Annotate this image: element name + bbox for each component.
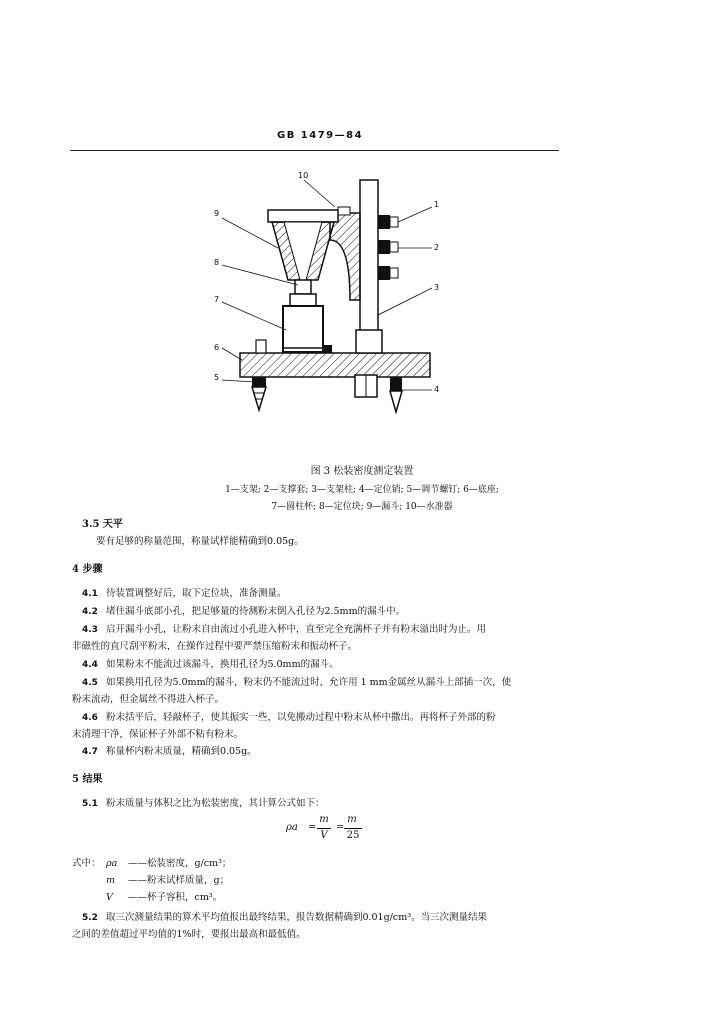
figure-legend-line1: 1—支架; 2—支撑套; 3—支架柱; 4—定位销; 5—调节螺钉; 6—底座; [225, 485, 499, 495]
para-4-4: 4.4 如果粉末不能流过该漏斗，换用孔径为5.0mm的漏斗。 [82, 659, 339, 670]
section-5-title: 5 结果 [72, 774, 103, 785]
para-5-2: 5.2 取三次测量结果的算术平均值报出最终结果，报告数据精确到0.01g/cm³。当三次测量结果 [82, 912, 488, 923]
where-row-m: m ——粉末试样质量，g； [106, 875, 230, 886]
para-4-6-cont: 末清理干净，保证杯子外部不粘有粉末。 [72, 729, 244, 740]
para-4-2: 4.2 堵住漏斗底部小孔，把足够量的待测粉末倒入孔径为2.5mm的漏斗中。 [82, 606, 406, 617]
callout-3: 3 [434, 283, 440, 292]
support-column [360, 180, 378, 340]
callout-2: 2 [434, 243, 440, 252]
section-3-5-body: 要有足够的称量范围，称量试样能精确到0.05g。 [96, 536, 304, 547]
callout-8: 8 [214, 258, 220, 267]
para-4-5: 4.5 如果换用孔径为5.0mm的漏斗，粉末仍不能流过时，允许用 1 mm金属丝从漏斗上部插一次，使 [82, 677, 512, 688]
callout-9: 9 [214, 209, 220, 218]
para-4-5-cont: 粉末流动，但金属丝不得进入杯子。 [72, 694, 225, 705]
para-4-1: 4.1 待装置调整好后，取下定位块，准备测量。 [82, 588, 287, 599]
para-4-6: 4.6 粉末括平后，轻敲杯子，使其振实一些，以免搬动过程中粉末从杯中撒出。再将杯子外部的粉 [82, 712, 496, 723]
where-row-v: V ——杯子容积，cm³。 [106, 892, 223, 903]
base-plate [240, 353, 430, 377]
para-5-2-cont: 之间的差值超过平均值的1%时，要报出最高和最低值。 [72, 929, 306, 940]
figure-legend-line2: 7—圆柱杯; 8—定位块; 9—漏斗; 10—水准器 [271, 502, 453, 512]
section-3-5-title: 3.5 天平 [82, 519, 123, 530]
where-intro: 式中： [72, 858, 101, 869]
where-row-rho: ρa ——松装密度，g/cm³； [106, 858, 232, 869]
figure-caption: 图 3 松装密度测定装置 [310, 466, 414, 477]
standard-code: GB 1479—84 [277, 130, 364, 141]
callout-7: 7 [214, 295, 220, 304]
locating-pin [390, 377, 402, 391]
apparatus-figure [0, 0, 724, 460]
para-4-7: 4.7 称量杯内粉末质量，精确到0.05g。 [82, 746, 257, 757]
callout-10: 10 [298, 171, 309, 180]
callout-6: 6 [214, 343, 220, 352]
callout-1: 1 [434, 200, 440, 209]
para-5-1: 5.1 粉末质量与体积之比为松装密度，其计算公式如下： [82, 798, 325, 809]
para-4-3: 4.3 启开漏斗小孔，让粉末自由流过小孔进入杯中，直至完全充满杯子并有粉末溢出时为止。用 [82, 624, 486, 635]
cylindrical-cup [283, 306, 323, 352]
section-4-title: 4 步骤 [72, 564, 103, 575]
para-4-3-cont: 非磁性的直尺刮平粉末，在操作过程中要严禁压缩粉末和振动杯子。 [72, 641, 358, 652]
callout-5: 5 [214, 373, 220, 382]
callout-4: 4 [434, 385, 440, 394]
